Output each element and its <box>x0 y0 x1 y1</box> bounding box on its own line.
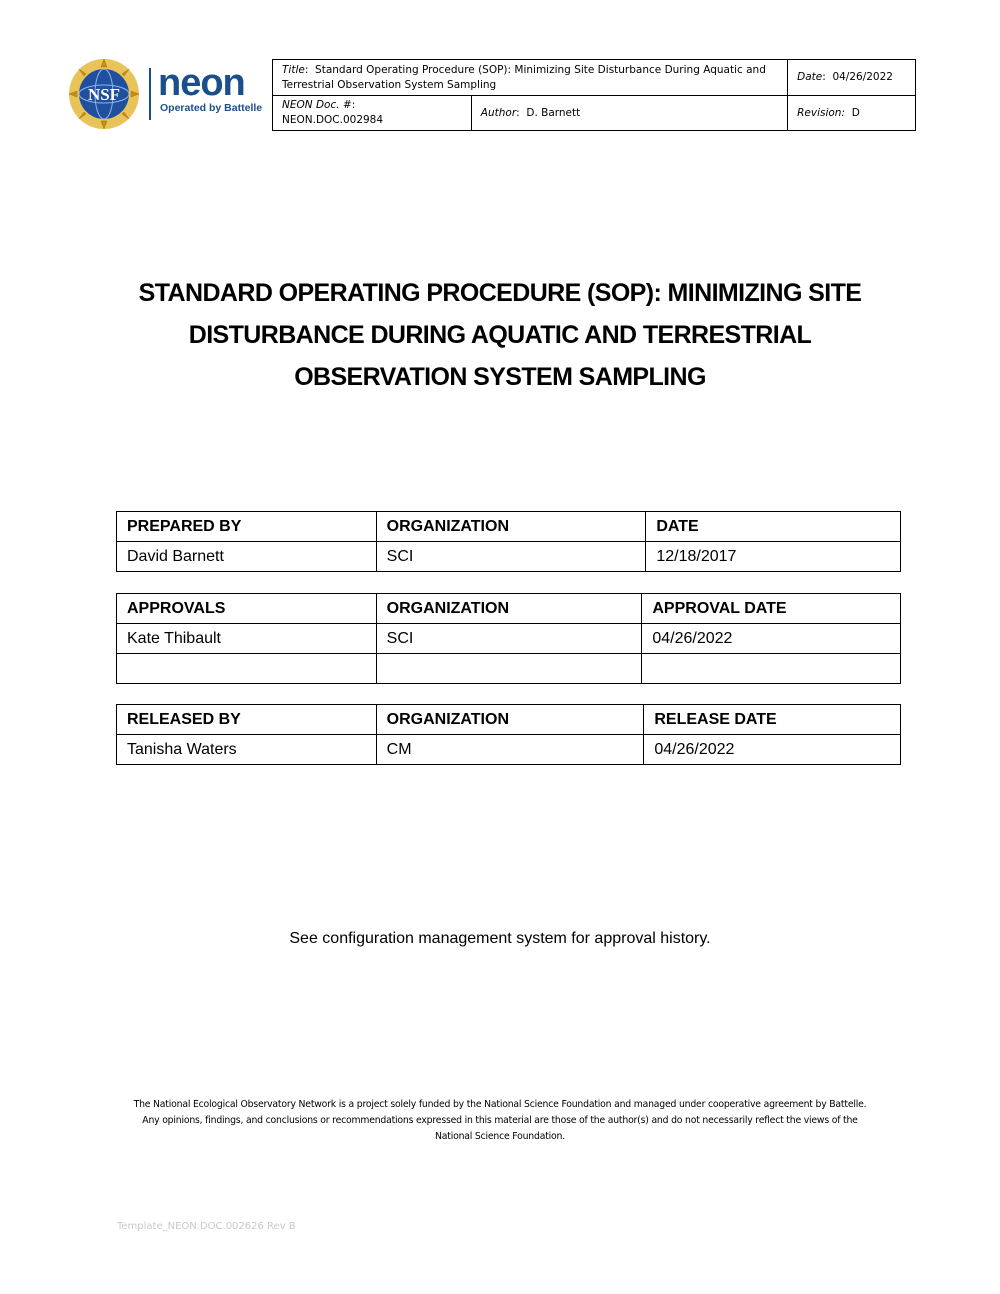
table-header-row <box>117 705 901 735</box>
table-row <box>117 654 901 684</box>
preparer-name: David Barnett <box>117 542 377 572</box>
header-title-label: Title <box>282 63 305 76</box>
header-date-cell: Date: 04/26/2022 <box>788 60 916 96</box>
logo-divider <box>149 68 151 120</box>
neon-logo-subtitle: Operated by Battelle <box>160 102 263 114</box>
document-header-table <box>272 59 916 131</box>
releaser-name: Tanisha Waters <box>117 735 377 765</box>
organization-header: ORGANIZATION <box>376 594 642 624</box>
disclaimer-line: National Science Foundation. <box>435 1131 565 1142</box>
header-author-label: Author <box>480 106 517 119</box>
released-by-header: RELEASED BY <box>117 705 377 735</box>
approval-date <box>642 654 901 684</box>
disclaimer-line: Any opinions, findings, and conclusions or recommendations expressed in this material are those of the author(s) and do not necessarily reflect the views of the <box>142 1115 858 1126</box>
organization-header: ORGANIZATION <box>376 512 646 542</box>
approval-date-header: APPROVAL DATE <box>642 594 901 624</box>
header-author-value: D. Barnett <box>526 106 581 119</box>
disclaimer-line: The National Ecological Observatory Network is a project solely funded by the National Science Foundation and managed under cooperative agreement by Battelle. <box>133 1099 867 1110</box>
header-docnum-cell: NEON Doc. #: NEON.DOC.002984 <box>273 96 472 131</box>
prepared-by-table <box>116 511 901 572</box>
nsf-seal-logo <box>68 58 140 130</box>
prepared-by-header: PREPARED BY <box>117 512 377 542</box>
released-by-table <box>116 704 901 765</box>
header-docnum-label: NEON Doc. # <box>282 99 352 111</box>
approver-name: Kate Thibault <box>117 624 377 654</box>
approver-organization <box>376 654 642 684</box>
approvals-header: APPROVALS <box>117 594 377 624</box>
nsf-seal-text: NSF <box>87 85 121 104</box>
funding-disclaimer <box>110 1097 890 1145</box>
date-header: DATE <box>646 512 901 542</box>
header-title-cell: Title: Standard Operating Procedure (SOP): Minimizing Site Disturbance During Aquatic and Terrestrial Observation System Sampling <box>273 60 788 96</box>
header-revision-value: D <box>851 106 860 119</box>
table-row <box>117 735 901 765</box>
table-header-row <box>117 512 901 542</box>
header-date-value: 04/26/2022 <box>832 71 893 83</box>
prepared-date: 12/18/2017 <box>646 542 901 572</box>
header-revision-cell <box>788 96 916 131</box>
approval-date: 04/26/2022 <box>642 624 901 654</box>
releaser-organization: CM <box>376 735 644 765</box>
config-management-note: See configuration management system for approval history. <box>289 930 711 947</box>
table-row <box>117 624 901 654</box>
approver-name <box>117 654 377 684</box>
neon-logo-text: neon <box>158 62 245 104</box>
template-identifier: Template_NEON.DOC.002626 Rev B <box>117 1221 296 1232</box>
document-title: STANDARD OPERATING PROCEDURE (SOP): MINIMIZING SITE DISTURBANCE DURING AQUATIC AND TERRESTRIAL OBSERVATION SYSTEM SAMPLING <box>138 279 862 391</box>
release-date-header: RELEASE DATE <box>644 705 901 735</box>
logo-area <box>68 58 270 130</box>
header-title-value: Standard Operating Procedure (SOP): Minimizing Site Disturbance During Aquatic and Terrestrial Observation System Sampling <box>282 63 766 91</box>
approver-organization: SCI <box>376 624 642 654</box>
header-author-cell: Author: D. Barnett <box>471 96 787 131</box>
table-header-row <box>117 594 901 624</box>
approvals-table <box>116 593 901 684</box>
header-date-label: Date <box>797 71 823 83</box>
header-revision-label: Revision: <box>797 106 846 119</box>
organization-header: ORGANIZATION <box>376 705 644 735</box>
release-date: 04/26/2022 <box>644 735 901 765</box>
header-docnum-value: NEON.DOC.002984 <box>282 114 384 126</box>
preparer-organization: SCI <box>376 542 646 572</box>
table-row <box>117 542 901 572</box>
